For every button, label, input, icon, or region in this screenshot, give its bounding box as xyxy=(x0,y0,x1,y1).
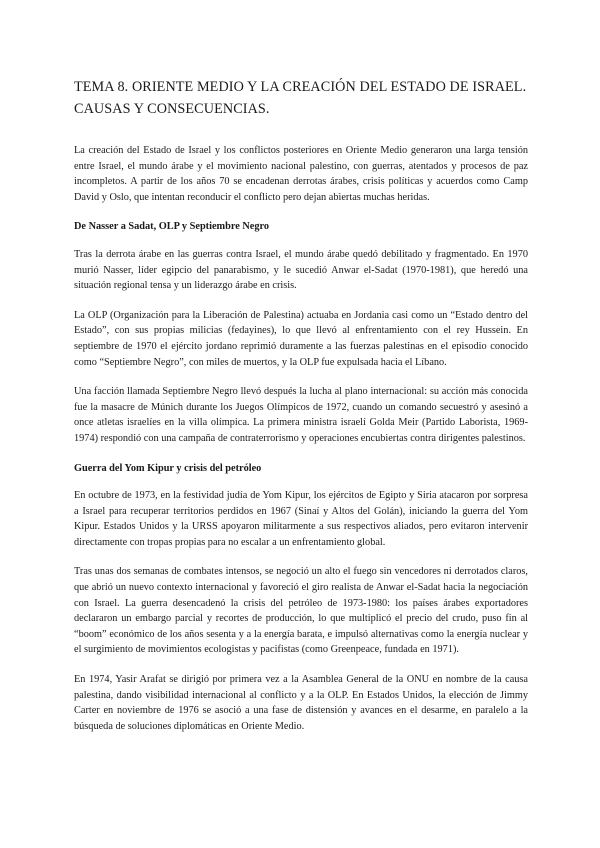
intro-paragraph: La creación del Estado de Israel y los conflictos posteriores en Oriente Medio generaron una larga tensión entre Israel, el mundo árabe y el movimiento nacional palestino, con guerras, atentados y procesos de paz incompletos. A partir de los años 70 se encadenan derrotas árabes, crisis políticas y acuerdos como Camp David y Oslo, que intentan reconducir el conflicto pero dejan abiertas muchas heridas. xyxy=(74,145,528,203)
document-title xyxy=(74,76,528,120)
paragraph: En 1974, Yasir Arafat se dirigió por primera vez a la Asamblea General de la ONU en nombre de la causa palestina, dando visibilidad internacional al conflicto y a la OLP. En Estados Unidos, la elección de Jimmy Carter en noviembre de 1976 se asoció a una fase de distensión y avances en el desarme, en paralelo a la búsqueda de soluciones diplomáticas en Oriente Medio. xyxy=(74,674,528,732)
paragraph: La OLP (Organización para la Liberación de Palestina) actuaba en Jordania casi como un “Estado dentro del Estado”, con sus propias milicias (fedayines), lo que llevó al enfrentamiento con el rey Hussein. En septiembre de 1970 el ejército jordano reprimió duramente a las fuerzas palestinas en el episodio conocido como “Septiembre Negro”, con miles de muertos, y la OLP fue expulsada hacia el Líbano. xyxy=(74,309,528,368)
section-heading-nasser-sadat: De Nasser a Sadat, OLP y Septiembre Negro xyxy=(74,221,270,233)
title-line-1: TEMA 8. ORIENTE MEDIO Y LA CREACIÓN DEL ESTADO DE ISRAEL. xyxy=(74,79,527,95)
section-heading-yom-kipur: Guerra del Yom Kipur y crisis del petróleo xyxy=(74,462,262,474)
title-line-2: CAUSAS Y CONSECUENCIAS. xyxy=(74,101,270,117)
document-page xyxy=(74,76,528,748)
paragraph: Tras la derrota árabe en las guerras contra Israel, el mundo árabe quedó debilitado y fragmentado. En 1970 murió Nasser, líder egipcio del panarabismo, y le sucedió Anwar el-Sadat (1970-1981), que heredó una situación regional tensa y un liderazgo árabe en crisis. xyxy=(74,248,528,292)
paragraph: Una facción llamada Septiembre Negro llevó después la lucha al plano internacional: su acción más conocida fue la masacre de Múnich durante los Juegos Olímpicos de 1972, cuando un comando secuestró y asesinó a once atletas israelíes en la villa olímpica. La primera ministra israelí Golda Meir (Partido Laborista, 1969-1974) respondió con una campaña de contraterrorismo y operaciones encubiertas contra dirigentes palestinos. xyxy=(74,386,528,444)
paragraph: Tras unas dos semanas de combates intensos, se negoció un alto el fuego sin vencedores ni derrotados claros, que abrió un nuevo contexto internacional y favoreció el giro realista de Anwar el-Sadat hacia la negociación con Israel. La guerra desencadenó la crisis del petróleo de 1973-1980: los países árabes exportadores declararon un embargo parcial y recortes de producción, lo que multiplicó el precio del crudo, puso fin al “boom” económico de los años sesenta y a la energía barata, e impulsó alternativas como la energía nuclear y el surgimiento de movimientos ecologistas y pacifistas (como Greenpeace, fundada en 1971). xyxy=(74,566,528,656)
paragraph: En octubre de 1973, en la festividad judía de Yom Kipur, los ejércitos de Egipto y Siria atacaron por sorpresa a Israel para recuperar territorios perdidos en 1967 (Sinaí y Altos del Golán), iniciando la guerra del Yom Kipur. Estados Unidos y la URSS apoyaron militarmente a sus respectivos aliados, pero evitaron intervenir directamente con tropas propias para no escalar a un enfrentamiento global. xyxy=(74,490,528,548)
